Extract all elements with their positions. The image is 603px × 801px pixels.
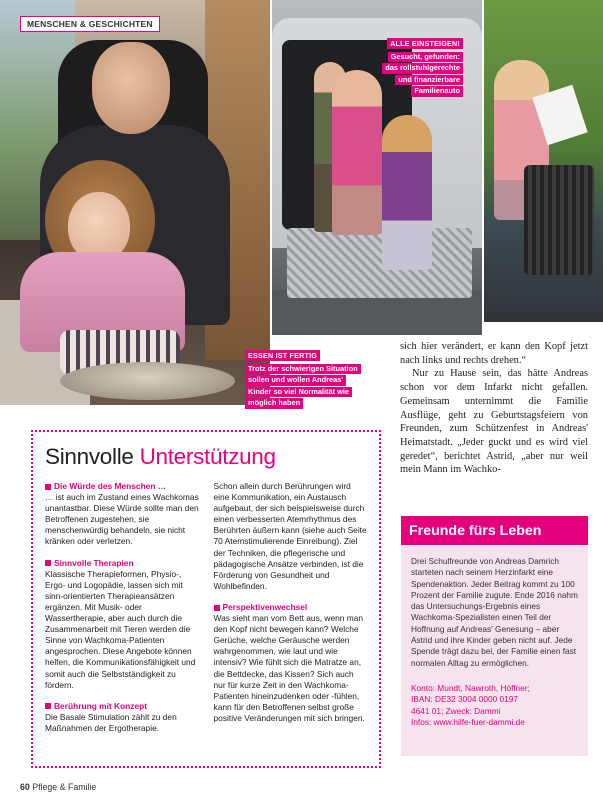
caption-van-line: Gesucht, gefunden: <box>388 52 463 62</box>
article-paragraph: sich hier verändert, er kann den Kopf jetzt nach links und rechts drehen.“ <box>400 341 588 366</box>
info-heading: Sinnvolle Therapien <box>45 558 200 569</box>
caption-van <box>382 33 463 97</box>
caption-meal <box>245 345 361 409</box>
section-tag: MENSCHEN & GESCHICHTEN <box>20 16 160 32</box>
contact-line: 4641 01; Zweck: Dammi <box>411 705 501 716</box>
info-title-plain: Sinnvolle <box>45 444 140 469</box>
info-text: Klassische Therapieformen, Physio-, Ergo- und Logopädie, lassen sich mit sinn-orientierten Therapieansätzen ergänzen. Mit Musik- oder Wassertherapie, aber auch durch die Zusammenarbeit mit Tieren werden die Sinne von Wachkoma-Patienten angesprochen. Diese Angebote können helfen, die Kommunikationsfähigkeit und somit auch die Selbstständigkeit zu fördern. <box>45 568 196 690</box>
info-text: … ist auch im Zustand eines Wachkomas unantastbar. Diese Würde sollte man den Betroffenen zugestehen, sie menschenwürdig behandeln, sie nicht kränken oder verletzen. <box>45 492 199 547</box>
caption-van-label: ALLE EINSTEIGEN! <box>387 38 463 49</box>
info-title-accent: Unterstützung <box>139 444 276 469</box>
bullet-square-icon <box>45 703 51 709</box>
magazine-name: Pflege & Familie <box>32 782 97 792</box>
bullet-square-icon <box>45 484 51 490</box>
caption-meal-line: möglich haben <box>245 398 303 408</box>
photo-father-with-daughter <box>0 0 270 405</box>
caption-meal-line: Kinder so viel Normalität wie <box>245 387 352 397</box>
contact-line: IBAN: DE32 3004 0000 0197 <box>411 694 519 705</box>
caption-van-line: das rollstuhlgerechte <box>382 63 463 73</box>
info-heading: Berührung mit Konzept <box>45 701 200 712</box>
info-heading: Perspektivenwechsel <box>214 602 369 613</box>
info-text: Schon allein durch Berührungen wird eine Kommunikation, ein Austausch aufgebaut, der sich beispielsweise durch einen verbesserten Atemrhythmus des Berührten äußern kann (siehe auch Seite 70 Atemstimulierende Einreibung). Ziel der Techniken, die pflegerische und pädagogische Ansätze verbinden, ist die Förderung von Gesundheit und Wohlbefinden. <box>213 481 367 591</box>
donation-contact <box>401 669 588 728</box>
article-body <box>400 340 588 477</box>
photo-girl-with-paper <box>484 0 603 322</box>
caption-meal-label: ESSEN IST FERTIG <box>245 350 320 361</box>
donation-box-text: Drei Schulfreunde von Andreas Damrich starteten nach seinem Herzinfarkt eine Spendenaktion. Jeder Beitrag kommt zu 100 Prozent der Familie zugute. Ende 2016 nahm das Untersuchungs-Ergebnis eines Wachkoma-Spezialisten einen Teil der Hoffnung auf Andreas' Genesung – aber Astrid und ihre Kinder geben nicht auf. Jede Spende trägt dazu bei, der Familie einen fast normalen Alltag zu ermöglichen. <box>411 556 578 668</box>
donation-box <box>401 516 588 756</box>
info-box-title <box>45 444 368 470</box>
info-text: Die Basale Stimulation zählt zu den Maßnahmen der Ergotherapie. <box>45 711 177 733</box>
info-column-right <box>214 481 369 734</box>
contact-line: Konto: Mundt, Nawroth, Höffner; <box>411 682 530 693</box>
contact-line: Infos: www.hilfe-fuer-dammi.de <box>411 716 525 727</box>
info-text: Was sieht man vom Bett aus, wenn man den Kopf nicht bewegen kann? Welche Gerüche, welche Geräusche werden wahrgenommen, wie laut und wie intensiv? Wie fühlt sich die Matratze an, die Bettdecke, das Kissen? Sich auch nur für kurze Zeit in den Wachkoma-Patienten hineinzudenken oder -fühlen, kann für den Betroffenen selbst große positive Veränderungen mit sich bringen. <box>213 613 365 723</box>
donation-box-title: Freunde fürs Leben <box>401 516 588 545</box>
caption-meal-line: sollen und wollen Andreas' <box>245 375 346 385</box>
page-footer <box>20 782 96 792</box>
info-box <box>31 430 381 768</box>
caption-van-line: und finanzierbare <box>395 75 463 85</box>
bullet-square-icon <box>214 605 220 611</box>
page-number: 60 <box>20 782 30 792</box>
bullet-square-icon <box>45 560 51 566</box>
article-paragraph: Nur zu Hause sein, das hätte Andreas schon vor dem Infarkt nicht gefallen. Gemeinsam unternimmt die Familie Ausflüge, geht zu Geburtstagsfeiern von Freunden, zum Schützenfest in Andreas' Heimatstadt. „Jeder guckt und es wird viel geredet“, berichtet Astrid, „aber nur weil mein Mann im Wachko- <box>400 368 588 476</box>
caption-meal-line: Trotz der schwierigen Situation <box>245 364 361 374</box>
info-column-left <box>45 481 200 734</box>
info-heading: Die Würde des Menschen … <box>45 481 200 492</box>
caption-van-line: Familienauto <box>411 86 463 96</box>
